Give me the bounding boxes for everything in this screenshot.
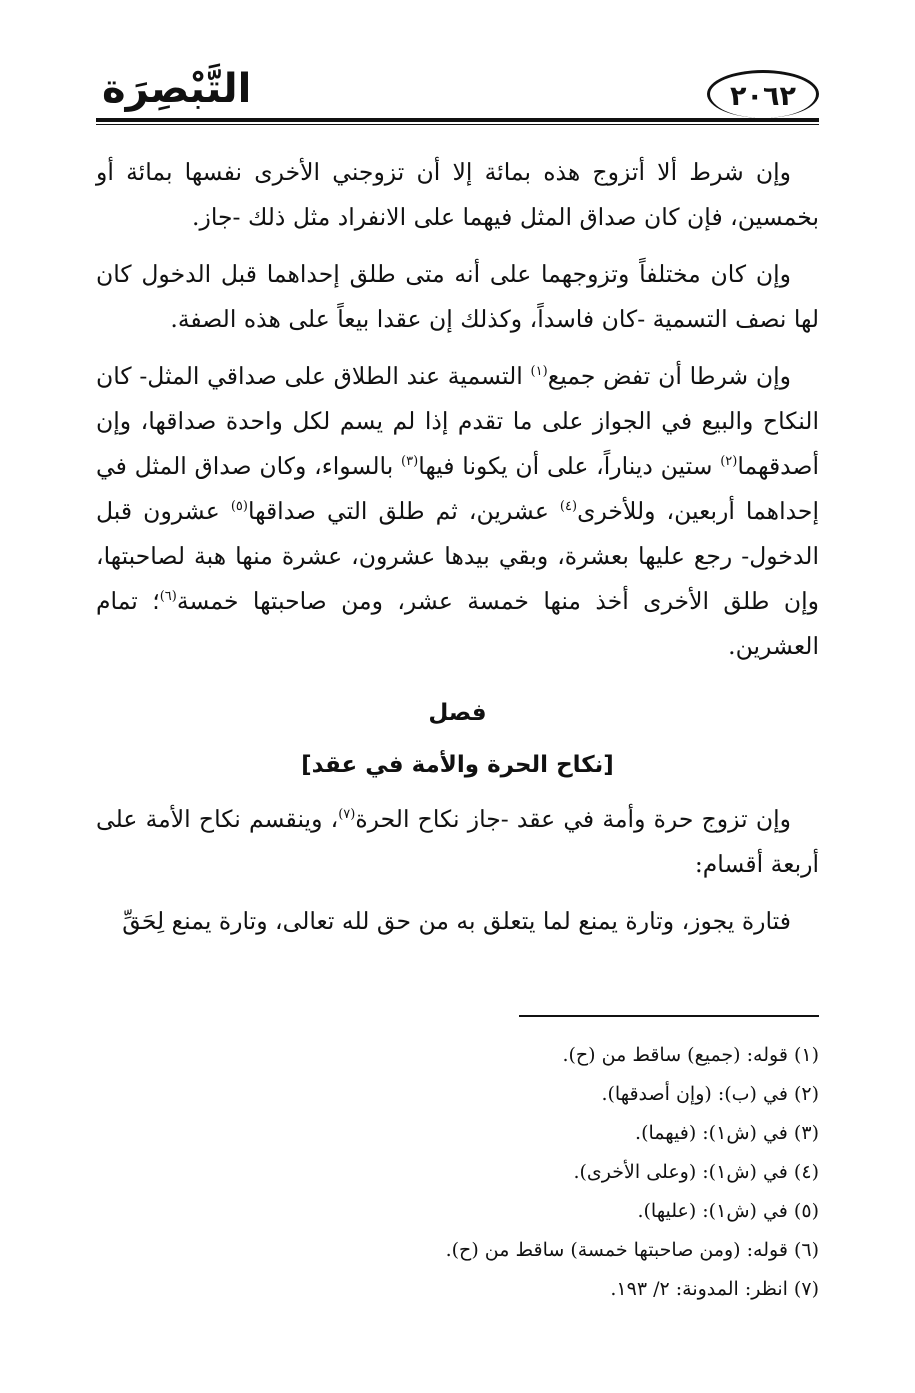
footnotes-list <box>96 1036 819 1309</box>
footnote-4: (٤) في (ش١): (وعلى الأخرى). <box>573 1161 819 1183</box>
footnote-3: (٣) في (ش١): (فيهما). <box>635 1122 819 1144</box>
footnote-ref-3: (٣) <box>401 454 419 470</box>
paragraph-2: وإن كان مختلفاً وتزوجهما على أنه متى طلق إحداهما قبل الدخول كان لها نصف التسمية -كان فاسداً، وكذلك إن عقدا بيعاً على هذه الصفة. <box>96 260 819 333</box>
main-text <box>96 150 819 956</box>
footnote-ref-1: (١) <box>530 364 548 380</box>
running-title: التَّبْصِرَة <box>102 66 252 112</box>
footnote-ref-4: (٤) <box>559 499 578 515</box>
footnote-ref-7: (٧) <box>338 807 356 823</box>
footnote-6: (٦) قوله: (ومن صاحبتها خمسة) ساقط من (ح). <box>445 1239 819 1261</box>
footnote-7: (٧) انظر: المدونة: ٢/ ١٩٣. <box>610 1278 819 1300</box>
paragraph-5: فتارة يجوز، وتارة يمنع لما يتعلق به من حق لله تعالى، وتارة يمنع لِحَقِّ <box>122 907 791 935</box>
text-segment: ، وينقسم نكاح الأمة على أربعة أقسام: <box>96 805 819 878</box>
section-subheading: [نكاح الحرة والأمة في عقد] <box>301 752 614 778</box>
header-divider <box>96 118 819 125</box>
text-segment: وإن شرطا أن تفض جميع <box>547 362 791 390</box>
text-segment: بالسواء، وكان صداق المثل في إحداهما أربعين، وللأخرى <box>96 452 819 525</box>
footnote-1: (١) قوله: (جميع) ساقط من (ح). <box>562 1044 819 1066</box>
footnote-ref-6: (٦) <box>159 589 177 605</box>
text-segment: ستين ديناراً، على أن يكونا فيها <box>418 452 721 480</box>
text-segment: عشرين، ثم طلق التي صداقها <box>247 497 560 525</box>
page-number: ٢٠٦٢ <box>707 70 819 118</box>
paragraph-1: وإن شرط ألا أتزوج هذه بمائة إلا أن تزوجني الأخرى نفسها بمائة أو بخمسين، فإن كان صداق المثل فيهما على الانفراد مثل ذلك -جاز. <box>96 158 819 231</box>
text-segment: وإن تزوج حرة وأمة في عقد -جاز نكاح الحرة <box>355 805 791 833</box>
footnote-divider <box>519 1015 819 1017</box>
paragraph-4 <box>96 797 819 887</box>
footnote-ref-5: (٥) <box>230 499 248 515</box>
text-segment: التسمية عند الطلاق على صداقي المثل- كان النكاح والبيع في الجواز على ما تقدم إذا لم يسم لكل واحدة صداقها، وإن أصدقهما <box>96 362 819 480</box>
text-segment: ؛ تمام العشرين. <box>96 587 819 660</box>
text-segment: عشرون قبل الدخول- رجع عليها بعشرة، وبقي بيدها عشرون، عشرة منها هبة لصاحبتها، وإن طلق الأخرى أخذ منها خمسة عشر، ومن صاحبتها خمسة <box>96 497 819 615</box>
section-heading: فصل <box>428 700 487 726</box>
footnote-5: (٥) في (ش١): (عليها). <box>637 1200 819 1222</box>
paragraph-3 <box>96 354 819 669</box>
footnote-2: (٢) في (ب): (وإن أصدقها). <box>601 1083 819 1105</box>
footnote-ref-2: (٢) <box>720 454 738 470</box>
